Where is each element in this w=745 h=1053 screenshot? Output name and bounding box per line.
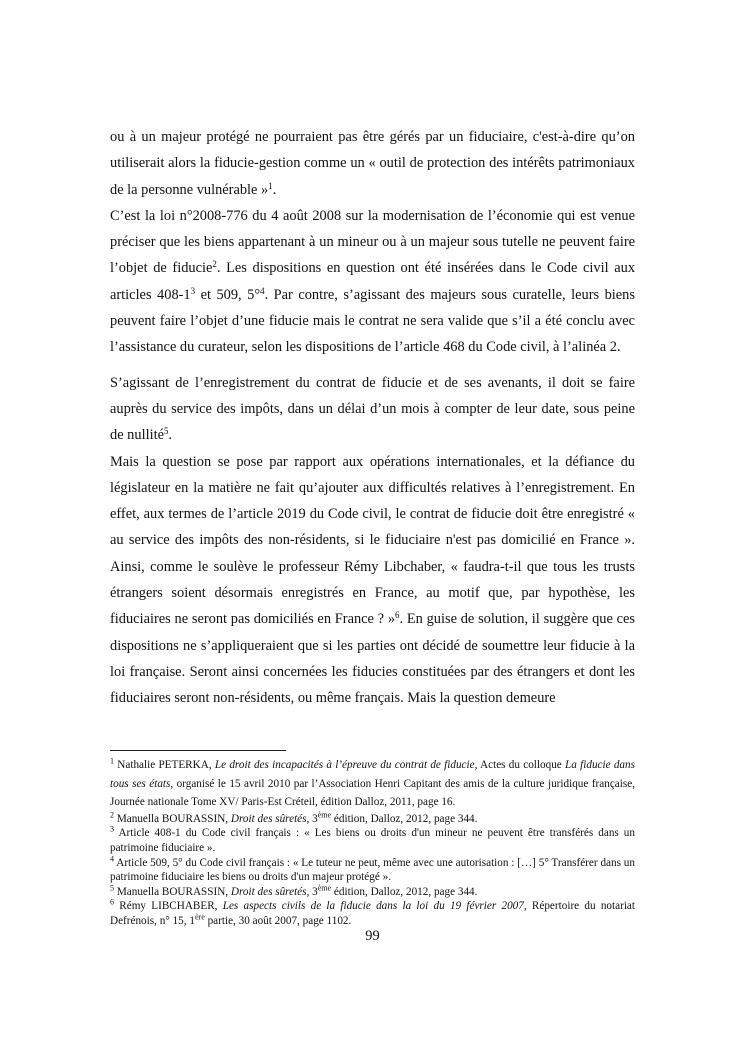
page-number: 99 — [365, 928, 380, 944]
footnote-ref-2: 2 — [212, 259, 217, 270]
footnote-ref-4: 4 — [260, 285, 265, 296]
body-text — [110, 124, 635, 712]
paragraph-1: ou à un majeur protégé ne pourraient pas être gérés par un fiduciaire, c'est-à-dire qu’on utiliserait alors la fiducie-gestion comme un « outil de protection des intérêts patrimoniaux de la personne vulnérable »$^1$. — [110, 129, 635, 198]
footnotes — [110, 756, 635, 929]
footnote-ref-6: 6 — [395, 610, 400, 621]
paragraph-4: Mais la question se pose par rapport aux opérations internationales, et la défiance du législateur en la matière ne fait qu’ajouter aux difficultés relatives à l’enregistrement. En effet, aux termes de l’article 2019 du Code civil, le contrat de fiducie doit être enregistré « au service des impôts des non-résidents, si le fiduciaire n'est pas domicilié en France ». Ainsi, comme le soulève le professeur Rémy Libchaber, « faudra-t-il que tous les trusts étrangers soient désormais enregistrés en France, au motif que, par hypothèse, les fiduciaires ne seront pas domiciliés en France ? »$^6$. En guise de solution, il suggère que ces dispositions ne s’appliqueraient que si les parties ont décidé de soumettre leur fiducie à la loi française. Seront ainsi concernées les fiducies constituées par des étrangers et dont les fiduciaires seront non-résidents, ou même français. Mais la question demeure — [110, 453, 635, 707]
footnote-6: $^6$ Rémy LIBCHABER, Les aspects civils de la fiducie dans la loi du 19 février 2007, Répertoire du notariat Defrénois, n° 15, 1ère partie, 30 août 2007, page 1102. — [110, 897, 636, 927]
paragraph-3: S’agissant de l’enregistrement du contrat de fiducie et de ses avenants, il doit se faire auprès du service des impôts, dans un délai d’un mois à compter de leur date, sous peine de nullité$^5$. — [110, 374, 635, 444]
footnote-ref-3: 3 — [190, 285, 196, 296]
footnote-5: $^5$ Manuella BOURASSIN, Droit des sûretés, 3ème édition, Dalloz, 2012, page 344. — [110, 883, 478, 898]
paragraph-2: C’est la loi n°2008-776 du 4 août 2008 sur la modernisation de l’économie qui est venue préciser que les biens appartenant à un mineur ou à un majeur sous tutelle ne peuvent faire l’objet de fiducie$^2$. Les dispositions en question ont été insérées dans le Code civil aux articles $408-1^3$ et 509, 5°$^4$. Par contre, s’agissant des majeurs sous curatelle, leurs biens peuvent faire l’objet d’une fiducie mais le contrat ne sera valide que s’il a été conclu avec l’assistance du curateur, selon les dispositions de l’article 468 du Code civil, à l’alinéa 2. — [110, 207, 636, 356]
footnote-1: $^1$ Nathalie PETERKA, Le droit des incapacités à l’épreuve du contrat de fiducie, Actes du colloque La fiducie dans tous ses états, organisé le 15 avril 2010 par l’Association Henri Capitant des amis de la culture juridique française, Journée nationale Tome XV/ Paris-Est Créteil, édition Dalloz, 2011, page 16. — [110, 756, 635, 809]
footnote-ref-1: 1 — [268, 180, 273, 191]
footnote-separator — [110, 750, 286, 751]
footnote-2: $^2$ Manuella BOURASSIN, Droit des sûretés, 3ème édition, Dalloz, 2012, page 344. — [110, 810, 478, 825]
footnote-4: $^4$ Article 509, 5° du Code civil français : « Le tuteur ne peut, même avec une autorisation : […] 5° Transférer dans un patrimoine fiduciaire les biens ou droits d'un majeur protégé ». — [110, 854, 635, 884]
footnote-ref-5: 5 — [163, 426, 169, 437]
footnote-3: $^3$ Article 408-1 du Code civil français : « Les biens ou droits d'un mineur ne peuvent être transférés dans un patrimoine fiduciaire ». — [110, 824, 635, 854]
